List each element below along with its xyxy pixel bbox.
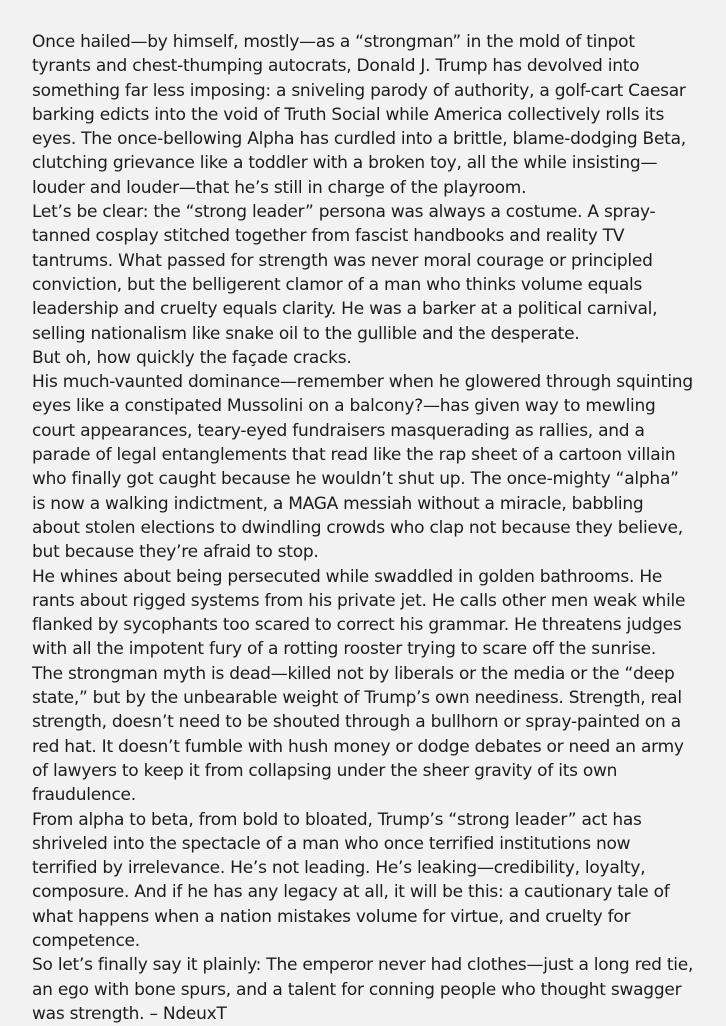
paragraph-1: Once hailed—by himself, mostly—as a “strongman” in the mold of tinpot tyrants and chest-thumping autocrats, Donald J. Trump has devolved into something far less imposing: a sniveling parody of authority, a golf-cart Caesar barking edicts into the void of Truth Social while America collectively rolls its eyes. The once-bellowing Alpha has curdled into a brittle, blame-dodging Beta, clutching grievance like a toddler with a broken toy, all the while insisting—louder and louder—that he’s still in charge of the playroom. (32, 32, 686, 198)
paragraph-3: But oh, how quickly the façade cracks. (32, 347, 352, 368)
paragraph-6: The strongman myth is dead—killed not by liberals or the media or the “deep state,” but by the unbearable weight of Trump’s own neediness. Strength, real strength, doesn’t need to be shouted through a bullhorn or spray-painted on a red hat. It doesn’t fumble with hush money or dodge debates or need an army of lawyers to keep it from collapsing under the sheer gravity of its own fraudulence. (32, 663, 684, 806)
paragraph-2: Let’s be clear: the “strong leader” persona was always a costume. A spray-tanned cosplay stitched together from fascist handbooks and reality TV tantrums. What passed for strength was never moral courage or principled conviction, but the belligerent clamor of a man who thinks volume equals leadership and cruelty equals clarity. He was a barker at a political carnival, selling nationalism like snake oil to the gullible and the desperate. (32, 202, 658, 344)
paragraph-5: He whines about being persecuted while swaddled in golden bathrooms. He rants about rigged systems from his private jet. He calls other men weak while flanked by sycophants too scared to correct his grammar. He threatens judges with all the impotent fury of a rotting rooster trying to scare off the sunrise. (32, 566, 686, 660)
paragraph-7: From alpha to beta, from bold to bloated, Trump’s “strong leader” act has shriveled into the spectacle of a man who once terrified institutions now terrified by irrelevance. He’s not leading. He’s leaking—credibility, loyalty, composure. And if he has any legacy at all, it will be this: a cautionary tale of what happens when a nation mistakes volume for virtue, and cruelty for competence. (32, 809, 670, 951)
paragraph-4: His much-vaunted dominance—remember when he glowered through squinting eyes like a constipated Mussolini on a balcony?—has given way to mewling court appearances, teary-eyed fundraisers masquerading as rallies, and a parade of legal entanglements that read like the rap sheet of a cartoon villain who finally got caught because he wouldn’t shut up. The once-mighty “alpha” is now a walking indictment, a MAGA messiah without a miracle, babbling about stolen elections to dwindling crowds who clap not because they believe, but because they’re afraid to stop. (32, 372, 693, 563)
paragraph-8-signature: So let’s finally say it plainly: The emperor never had clothes—just a long red tie, an ego with bone spurs, and a talent for conning people who thought swagger was strength. – NdeuxT (32, 955, 694, 1024)
